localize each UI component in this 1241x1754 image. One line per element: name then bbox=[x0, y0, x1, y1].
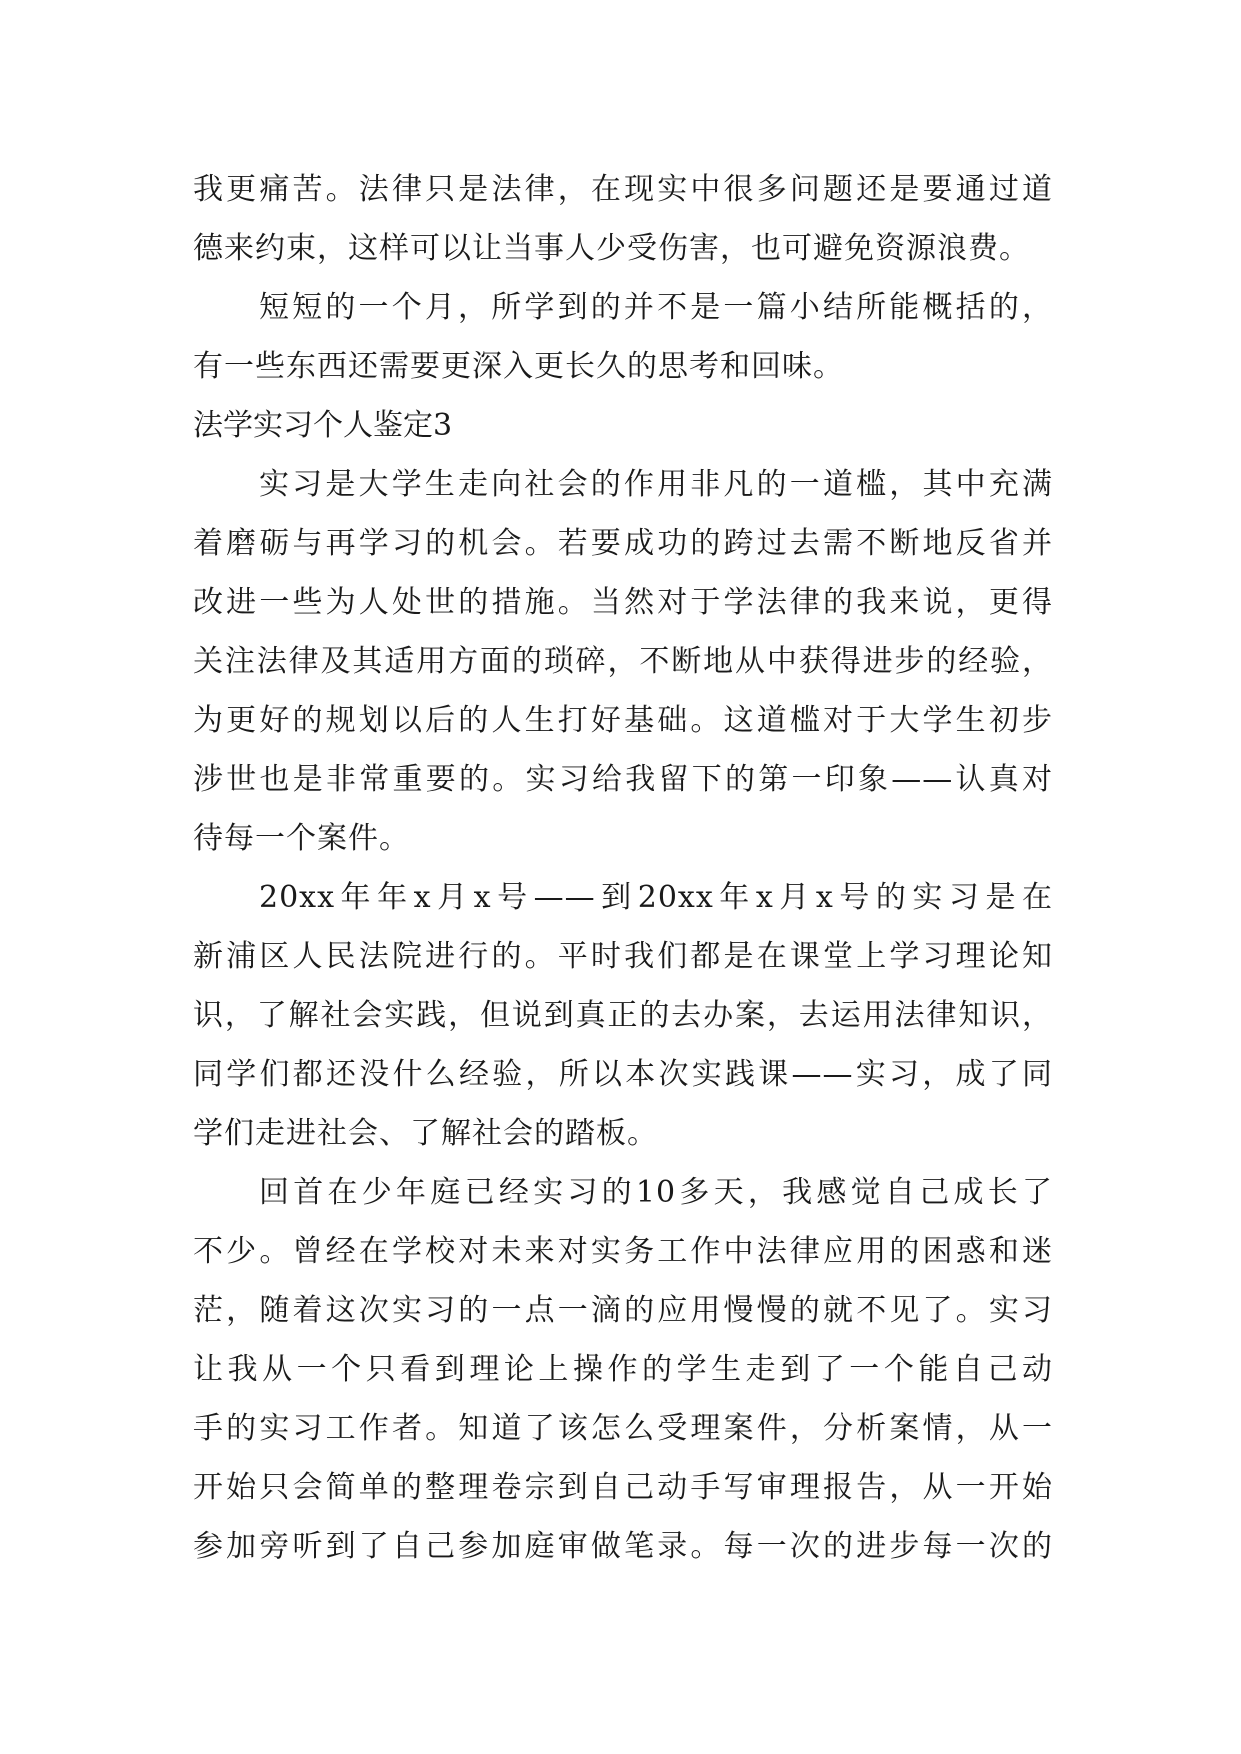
paragraph-first-line: 实习是大学生走向社会的作用非凡的一道槛，其中充满 bbox=[259, 467, 1053, 502]
document-body bbox=[193, 160, 1053, 1576]
text-line: 着磨砺与再学习的机会。若要成功的跨过去需不断地反省并 bbox=[193, 526, 1053, 561]
text-line: 德来约束，这样可以让当事人少受伤害，也可避免资源浪费。 bbox=[193, 231, 1030, 266]
text-line: 茫，随着这次实习的一点一滴的应用慢慢的就不见了。实习 bbox=[193, 1293, 1053, 1328]
text-line: 手的实习工作者。知道了该怎么受理案件，分析案情，从一 bbox=[193, 1411, 1053, 1446]
text-line: 改进一些为人处世的措施。当然对于学法律的我来说，更得 bbox=[193, 585, 1053, 620]
text-line: 待每一个案件。 bbox=[193, 821, 410, 856]
text-line: 参加旁听到了自己参加庭审做笔录。每一次的进步每一次的 bbox=[193, 1529, 1053, 1564]
text-line: 涉世也是非常重要的。实习给我留下的第一印象——认真对 bbox=[193, 762, 1053, 797]
text-line: 开始只会简单的整理卷宗到自己动手写审理报告，从一开始 bbox=[193, 1470, 1053, 1505]
text-line: 关注法律及其适用方面的琐碎，不断地从中获得进步的经验， bbox=[193, 644, 1053, 679]
text-line: 有一些东西还需要更深入更长久的思考和回味。 bbox=[193, 349, 844, 384]
paragraph-first-line: 20xx年年x月x号——到20xx年x月x号的实习是在 bbox=[259, 880, 1053, 915]
section-heading: 法学实习个人鉴定3 bbox=[193, 408, 453, 443]
paragraph-first-line: 短短的一个月，所学到的并不是一篇小结所能概括的， bbox=[259, 290, 1053, 325]
text-line: 让我从一个只看到理论上操作的学生走到了一个能自己动 bbox=[193, 1352, 1053, 1387]
text-line: 同学们都还没什么经验，所以本次实践课——实习，成了同 bbox=[193, 1057, 1053, 1092]
text-line: 我更痛苦。法律只是法律，在现实中很多问题还是要通过道 bbox=[193, 172, 1053, 207]
text-line: 为更好的规划以后的人生打好基础。这道槛对于大学生初步 bbox=[193, 703, 1053, 738]
paragraph-first-line: 回首在少年庭已经实习的10多天，我感觉自己成长了 bbox=[259, 1175, 1053, 1210]
text-line: 学们走进社会、了解社会的踏板。 bbox=[193, 1116, 658, 1151]
text-line: 新浦区人民法院进行的。平时我们都是在课堂上学习理论知 bbox=[193, 939, 1053, 974]
text-line: 识，了解社会实践，但说到真正的去办案，去运用法律知识， bbox=[193, 998, 1053, 1033]
text-line: 不少。曾经在学校对未来对实务工作中法律应用的困惑和迷 bbox=[193, 1234, 1053, 1269]
